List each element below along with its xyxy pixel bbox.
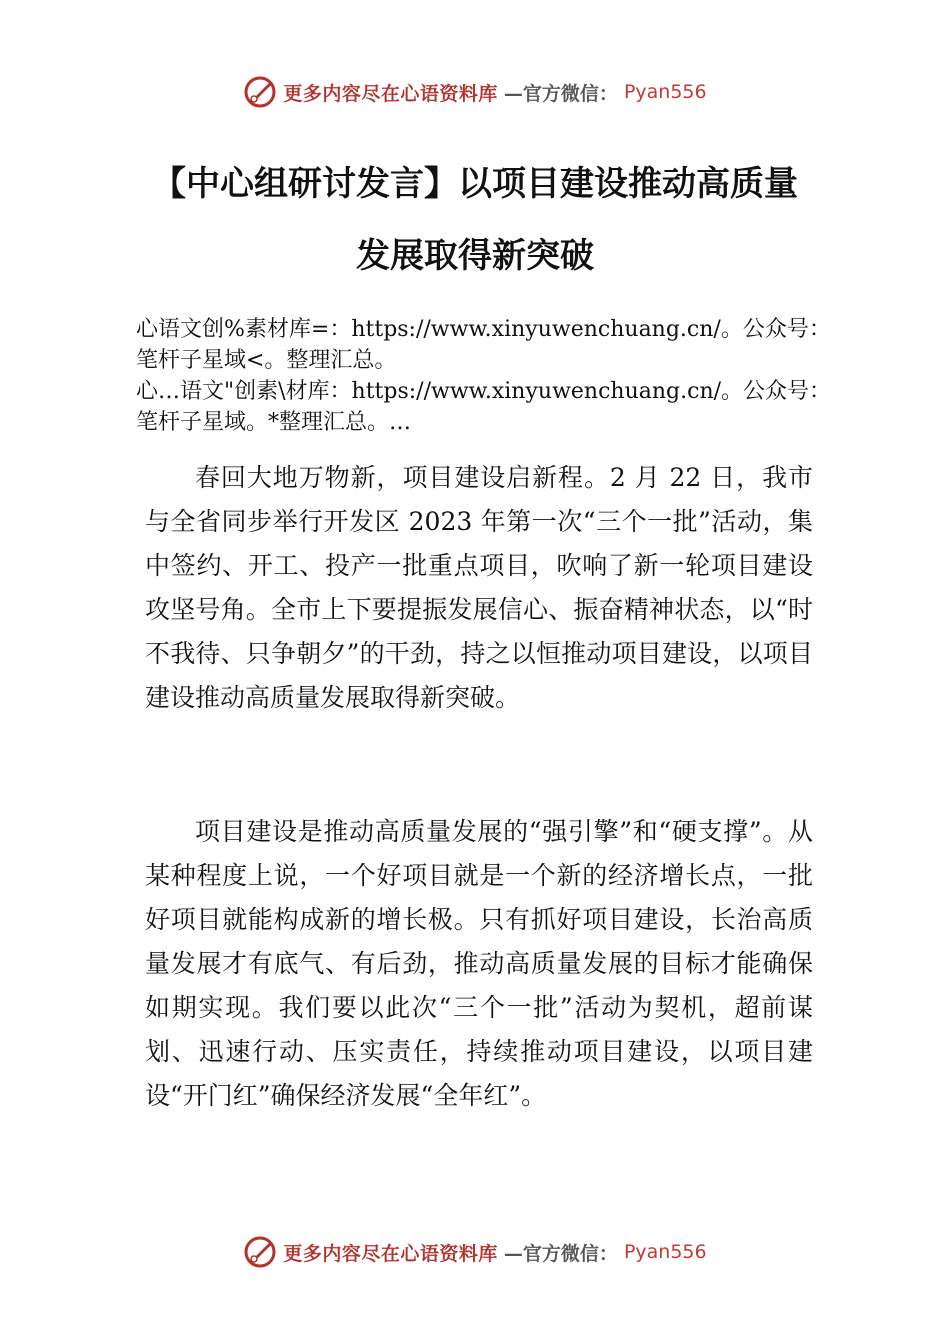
source-note-1: 心语文创%素材库=：https://www.xinyuwenchuang.cn/。公众号：笔杆子星域<。整理汇总。 [136, 317, 831, 373]
banner-text: 更多内容尽在心语资料库 [283, 82, 498, 105]
footer-banner [0, 1232, 950, 1272]
header-banner [0, 72, 950, 112]
quill-seal-logo-icon [243, 1235, 277, 1269]
document-title-line2: 发展取得新突破 [356, 236, 594, 276]
body-paragraph-1: 春回大地万物新，项目建设启新程。2 月 22 日，我市与全省同步举行开发区 2023 年第一次“三个一批”活动，集中签约、开工、投产一批重点项目，吹响了新一轮项目建设攻坚号角。全市上下要提振发展信心、振奋精神状态，以“时不我待、只争朝夕”的干劲，持之以恒推动项目建设，以项目建设推动高质量发展取得新突破。 [145, 463, 813, 712]
document-title-line1: 【中心组研讨发言】以项目建设推动高质量 [152, 164, 798, 204]
banner-wechat-id: Pyan556 [623, 1241, 707, 1263]
banner-separator: —官方微信： [503, 1242, 618, 1265]
banner-wechat-id: Pyan556 [623, 81, 707, 103]
body-paragraph-2: 项目建设是推动高质量发展的“强引擎”和“硬支撑”。从某种程度上说，一个好项目就是一个新的经济增长点，一批好项目就能构成新的增长极。只有抓好项目建设，长治高质量发展才有底气、有后劲，推动高质量发展的目标才能确保如期实现。我们要以此次“三个一批”活动为契机，超前谋划、迅速行动、压实责任，持续推动项目建设，以项目建设“开门红”确保经济发展“全年红”。 [145, 817, 813, 1110]
banner-separator: —官方微信： [503, 82, 618, 105]
banner-text: 更多内容尽在心语资料库 [283, 1242, 498, 1265]
quill-seal-logo-icon [243, 75, 277, 109]
source-note-2: 心…语文"创素\材库：https://www.xinyuwenchuang.cn/。公众号：笔杆子星域。*整理汇总。… [136, 379, 832, 435]
